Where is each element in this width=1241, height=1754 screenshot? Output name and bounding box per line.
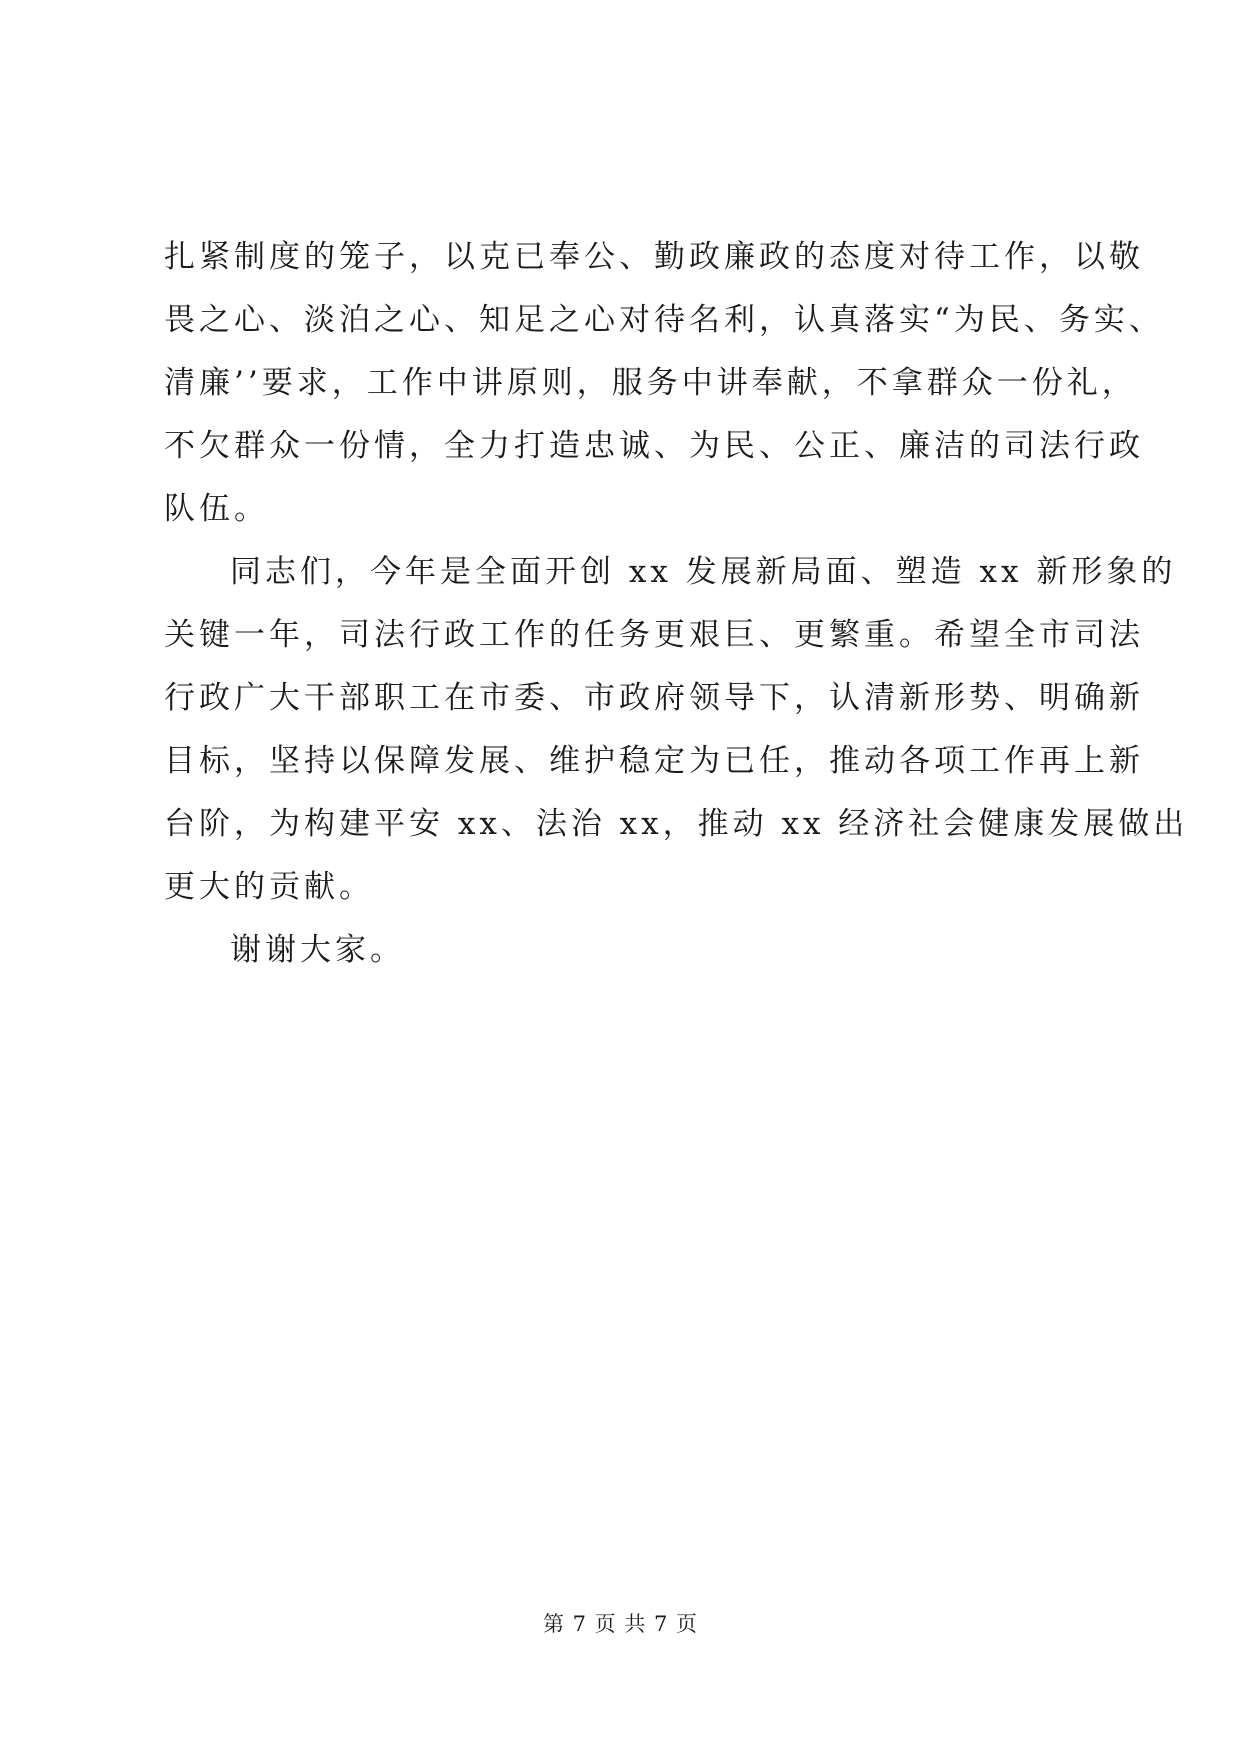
- paragraph-line: 队伍。: [164, 491, 269, 527]
- paragraph-line: 目标，坚持以保障发展、维护稳定为已任，推动各项工作再上新: [164, 743, 1144, 779]
- paragraph-line: 不欠群众一份情，全力打造忠诚、为民、公正、廉洁的司法行政: [164, 428, 1144, 464]
- paragraph-line: 同志们，今年是全面开创 xx 发展新局面、塑造 xx 新形象的: [230, 554, 1177, 590]
- paragraph-line: 清廉’’要求，工作中讲原则，服务中讲奉献，不拿群众一份礼，: [164, 365, 1137, 401]
- document-body: [164, 226, 1189, 982]
- paragraph-line: 更大的贡献。: [164, 869, 374, 905]
- paragraph-line: 台阶，为构建平安 xx、法治 xx，推动 xx 经济社会健康发展做出: [164, 806, 1189, 842]
- page-number-footer: 第 7 页 共 7 页: [542, 1612, 699, 1636]
- paragraph-line: 扎紧制度的笼子，以克已奉公、勤政廉政的态度对待工作，以敬: [164, 239, 1144, 275]
- paragraph-line: 谢谢大家。: [230, 932, 405, 968]
- paragraph-line: 畏之心、淡泊之心、知足之心对待名利，认真落实“为民、务实、: [164, 302, 1164, 338]
- paragraph-line: 行政广大干部职工在市委、市政府领导下，认清新形势、明确新: [164, 680, 1144, 716]
- paragraph-line: 关键一年，司法行政工作的任务更艰巨、更繁重。希望全市司法: [164, 617, 1144, 653]
